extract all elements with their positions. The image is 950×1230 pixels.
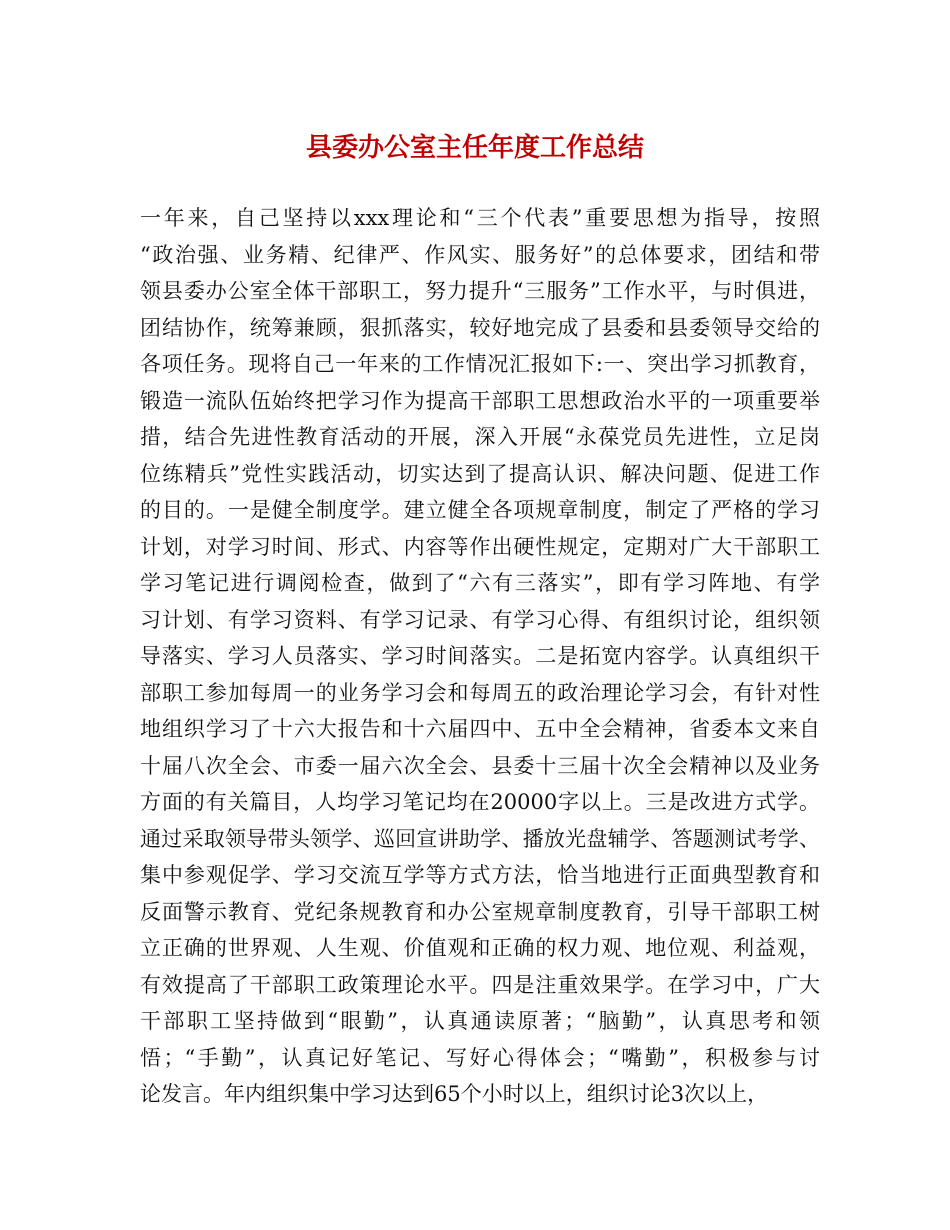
- body-line: 位练精兵”党性实践活动，切实达到了提高认识、解决问题、促进工作: [140, 461, 820, 486]
- body-line: 的目的。一是健全制度学。建立健全各项规章制度，制定了严格的学习: [140, 498, 820, 522]
- body-line: 立正确的世界观、人生观、价值观和正确的权力观、地位观、利益观，: [140, 936, 820, 960]
- body-line: 悟；“手勤”，认真记好笔记、写好心得体会；“嘴勤”，积极参与讨: [140, 1045, 820, 1070]
- body-line: 领县委办公室全体干部职工，努力提升“三服务”工作水平，与时俱进，: [140, 279, 820, 303]
- body-line: 干部职工坚持做到“眼勤”，认真通读原著；“脑勤”，认真思考和领: [140, 1009, 820, 1033]
- document-title: 县委办公室主任年度工作总结: [305, 133, 644, 163]
- body-line: 有效提高了干部职工政策理论水平。四是注重效果学。在学习中，广大: [140, 972, 820, 997]
- body-line: 集中参观促学、学习交流互学等方式方法，恰当地进行正面典型教育和: [140, 863, 820, 887]
- body-line: 十届八次全会、市委一届六次全会、县委十三届十次全会精神以及业务: [140, 753, 820, 778]
- body-line: 团结协作，统筹兼顾，狠抓落实，较好地完成了县委和县委领导交给的: [140, 315, 820, 340]
- body-line: 论发言。年内组织集中学习达到65个小时以上，组织讨论3次以上，: [140, 1082, 769, 1106]
- body-line: 导落实、学习人员落实、学习时间落实。二是拓宽内容学。认真组织干: [140, 644, 820, 668]
- document-body: [140, 200, 820, 1113]
- body-line: 方面的有关篇目，人均学习笔记均在20000字以上。三是改进方式学。: [140, 790, 820, 814]
- body-line: 学习笔记进行调阅检查，做到了“六有三落实”，即有学习阵地、有学: [140, 571, 820, 595]
- body-line: 一年来，自己坚持以xxx理论和“三个代表”重要思想为指导，按照: [140, 206, 820, 230]
- body-line: 措，结合先进性教育活动的开展，深入开展“永葆党员先进性，立足岗: [140, 425, 820, 449]
- body-line: 计划，对学习时间、形式、内容等作出硬性规定，定期对广大干部职工: [140, 534, 820, 559]
- body-line: 部职工参加每周一的业务学习会和每周五的政治理论学习会，有针对性: [140, 680, 820, 705]
- body-line: 各项任务。现将自己一年来的工作情况汇报如下:一、突出学习抓教育，: [140, 352, 820, 376]
- body-line: 习计划、有学习资料、有学习记录、有学习心得、有组织讨论，组织领: [140, 607, 820, 632]
- body-line: 反面警示教育、党纪条规教育和办公室规章制度教育，引导干部职工树: [140, 899, 820, 924]
- body-line: 地组织学习了十六大报告和十六届四中、五中全会精神，省委本文来自: [140, 717, 820, 741]
- body-line: “政治强、业务精、纪律严、作风实、服务好”的总体要求，团结和带: [140, 242, 820, 267]
- body-line: 通过采取领导带头领学、巡回宣讲助学、播放光盘辅学、答题测试考学、: [140, 826, 820, 851]
- body-line: 锻造一流队伍始终把学习作为提高干部职工思想政治水平的一项重要举: [140, 388, 820, 413]
